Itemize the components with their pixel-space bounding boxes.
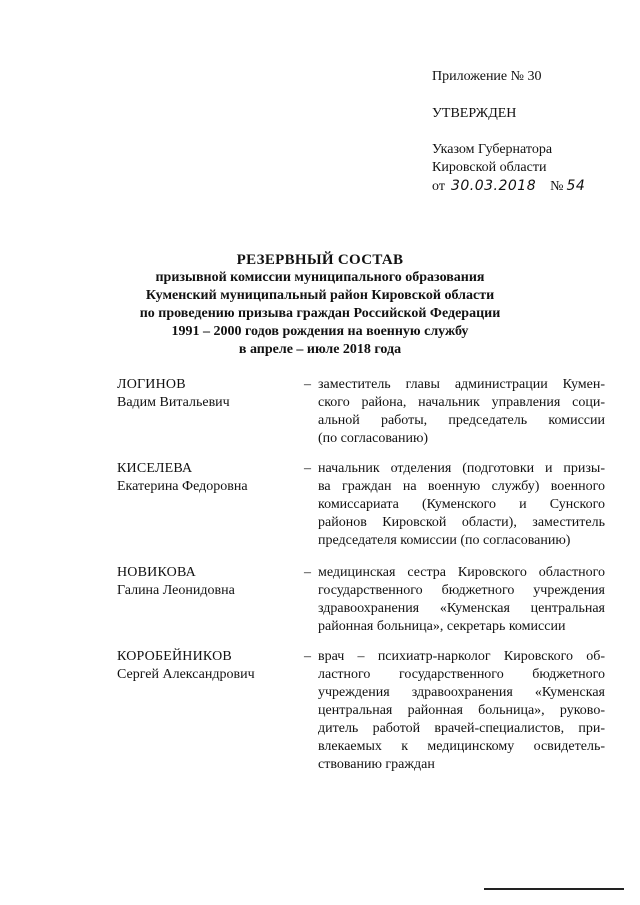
member-entry [117, 564, 605, 648]
role-line: альной работы, председатель комиссии [318, 413, 605, 428]
member-surname: НОВИКОВА [117, 565, 196, 580]
approved-stamp-text: УТВЕРЖДЕН [432, 106, 517, 121]
members-list [117, 376, 605, 774]
decree-line-1: Указом Губернатора [432, 142, 553, 157]
role-line: районов Кировской области), заместитель [318, 515, 605, 530]
member-given-name: Вадим Витальевич [117, 395, 230, 410]
document-heading [110, 251, 530, 359]
member-given-name: Екатерина Федоровна [117, 479, 248, 494]
role-line: ва граждан на военную службу) военного [318, 479, 605, 494]
member-role [318, 460, 605, 564]
handwritten-number: 54 [566, 178, 586, 194]
role-line: начальник отделения (подготовки и призы- [318, 461, 605, 476]
member-name [117, 460, 304, 564]
member-given-name: Сергей Александрович [117, 667, 255, 682]
member-dash: – [304, 377, 311, 392]
decree-date-line [432, 177, 622, 196]
member-surname: КОРОБЕЙНИКОВ [117, 649, 232, 664]
member-name [117, 376, 304, 460]
member-entry [117, 460, 605, 564]
decree-line-2: Кировской области [432, 160, 547, 175]
member-entry [117, 648, 605, 774]
approval-block [432, 68, 622, 196]
role-line: ствованию граждан [318, 757, 435, 772]
heading-line: призывной комиссии муниципального образования [155, 270, 485, 285]
role-line: врач – психиатр-нарколог Кировского об- [318, 649, 605, 664]
member-dash: – [304, 461, 311, 476]
handwritten-date: 30.03.2018 [450, 178, 537, 194]
from-label: от [432, 179, 445, 194]
number-label: № [550, 179, 564, 194]
heading-line: 1991 – 2000 годов рождения на военную службу [171, 324, 469, 339]
member-given-name: Галина Леонидовна [117, 583, 235, 598]
footer-rule [484, 888, 624, 890]
role-line: учреждения здравоохранения «Куменская [318, 685, 605, 700]
role-line: медицинская сестра Кировского областного [318, 565, 605, 580]
role-line: (по согласованию) [318, 431, 429, 446]
role-line: ластного государственного бюджетного [318, 667, 605, 682]
member-role [318, 648, 605, 774]
member-role [318, 376, 605, 460]
member-dash: – [304, 565, 311, 580]
heading-line: в апреле – июле 2018 года [238, 342, 402, 357]
member-name [117, 564, 304, 648]
role-line: районная больница», секретарь комиссии [318, 619, 566, 634]
role-line: государственного бюджетного учреждения [318, 583, 605, 598]
role-line: председателя комиссии (по согласованию) [318, 533, 571, 548]
role-line: комиссариата (Куменского и Сунского [318, 497, 605, 512]
role-line: дитель работой врачей-специалистов, при- [318, 721, 605, 736]
role-line: ского района, начальник управления соци- [318, 395, 605, 410]
member-role [318, 564, 605, 648]
heading-line: по проведению призыва граждан Российской Федерации [139, 306, 501, 321]
member-entry [117, 376, 605, 460]
heading-line: Куменский муниципальный район Кировской области [145, 288, 495, 303]
member-surname: КИСЕЛЕВА [117, 461, 193, 476]
heading-title: РЕЗЕРВНЫЙ СОСТАВ [236, 252, 404, 268]
role-line: влекаемых к медицинскому освидетель- [318, 739, 605, 754]
appendix-number: Приложение № 30 [432, 69, 542, 84]
role-line: здравоохранения «Куменская центральная [318, 601, 605, 616]
role-line: заместитель главы администрации Кумен- [318, 377, 605, 392]
member-dash: – [304, 649, 311, 664]
role-line: центральная районная больница», руково- [318, 703, 605, 718]
member-name [117, 648, 304, 774]
member-surname: ЛОГИНОВ [117, 377, 186, 392]
